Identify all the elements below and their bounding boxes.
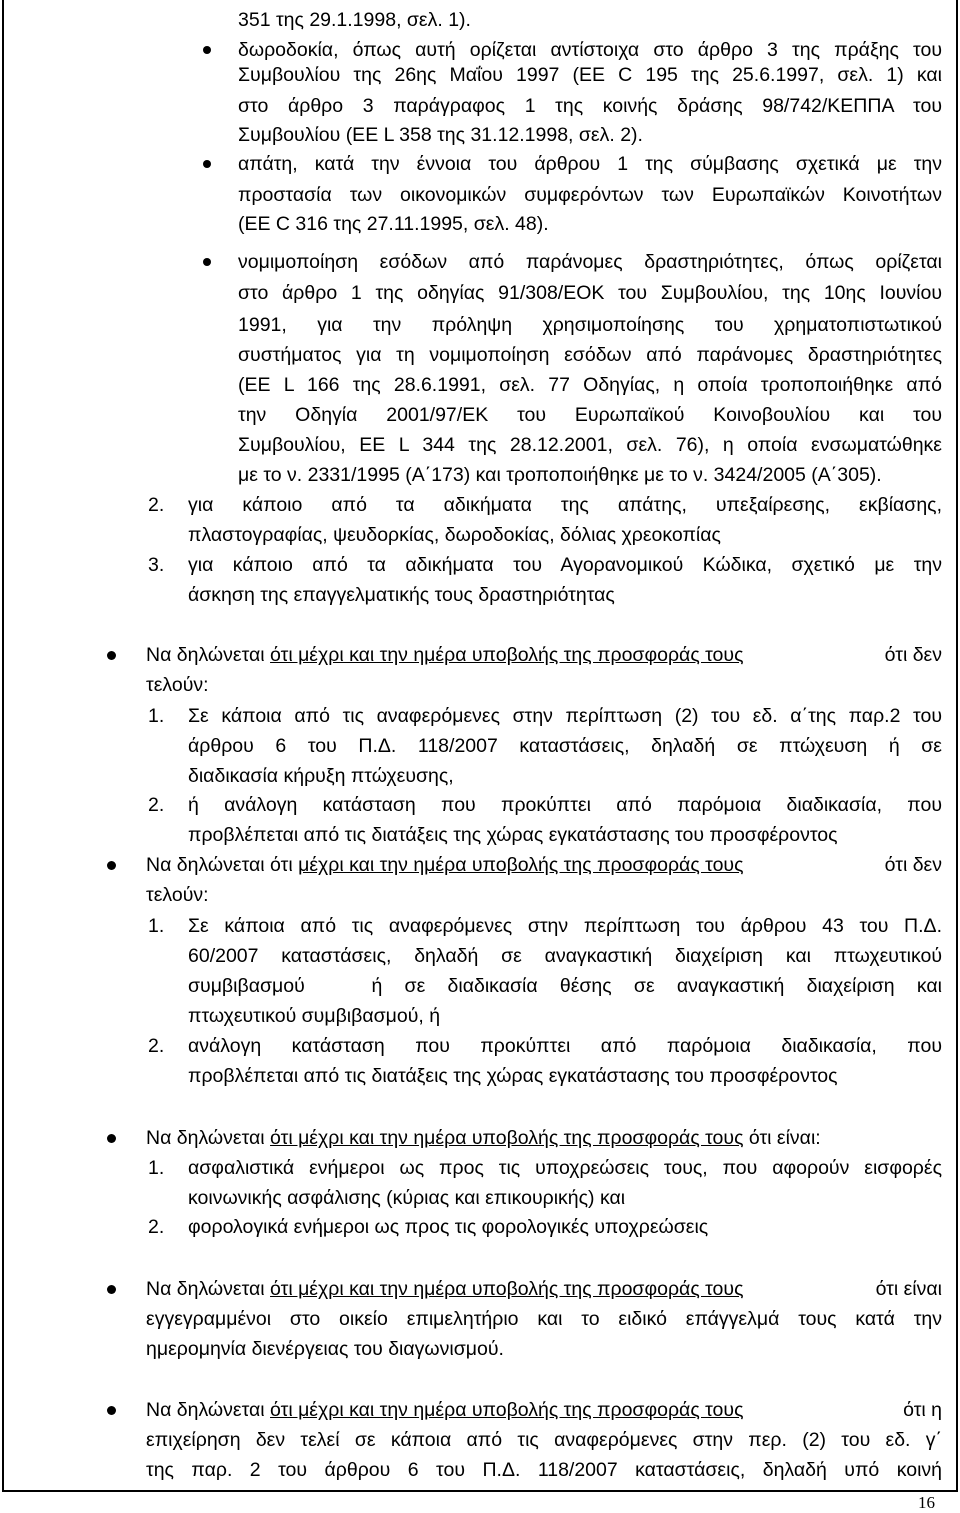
text-span: Να δηλώνεται — [146, 644, 271, 666]
text-span: ότι είναι — [870, 1278, 942, 1300]
text-span: Να δηλώνεται — [146, 1127, 271, 1149]
bullet-icon — [203, 160, 211, 168]
bullet-icon — [203, 46, 211, 54]
list-number: 2. — [148, 1035, 165, 1057]
list-number: 1. — [148, 1157, 165, 1179]
text-line: εγγεγραμμένοι στο οικείο επιμελητήριο και το ειδικό επάγγελμά τους κατά την — [146, 1308, 942, 1330]
paragraph-heading — [146, 1398, 942, 1422]
text-line: για κάποιο από τα αδικήματα του Αγορανομικού Κώδικα, σχετικό με την — [188, 554, 942, 576]
text-line: την Οδηγία 2001/97/ΕΚ του Ευρωπαϊκού Κοινοβουλίου και του — [238, 404, 942, 426]
text-line: προβλέπεται από τις διατάξεις της χώρας εγκατάστασης του προσφέροντος — [188, 824, 838, 846]
text-span: ότι δεν — [879, 854, 942, 876]
list-number: 1. — [148, 705, 165, 727]
text-line: ανάλογη κατάσταση που προκύπτει από παρόμοια διαδικασία, που — [188, 1035, 942, 1057]
text-span: Να δηλώνεται — [146, 1399, 271, 1421]
text-line: (ΕΕ L 166 της 28.6.1991, σελ. 77 Οδηγίας, η οποία τροποποιήθηκε από — [238, 374, 942, 396]
text-line: πτωχευτικού συμβιβασμού, ή — [188, 1005, 441, 1027]
text-line: για κάποιο από τα αδικήματα της απάτης, υπεξαίρεσης, εκβίασης, — [188, 494, 942, 516]
bullet-icon — [107, 1134, 116, 1143]
text-line: τελούν: — [146, 674, 209, 696]
text-line: της παρ. 2 του άρθρου 6 του Π.Δ. 118/2007 καταστάσεις, δηλαδή υπό κοινή — [146, 1459, 942, 1481]
text-line: Συμβουλίου, ΕΕ L 344 της 28.12.2001, σελ. 76), η οποία ενσωματώθηκε — [238, 434, 942, 456]
text-line: πλαστογραφίας, ψευδορκίας, δωροδοκίας, δόλιας χρεοκοπίας — [188, 524, 721, 546]
text-line: απάτη, κατά την έννοια του άρθρου 1 της σύμβασης σχετικά με την — [238, 153, 942, 175]
underlined-text: ότι μέχρι και την ημέρα υποβολής της προσφοράς τους — [270, 1127, 744, 1149]
bullet-icon — [203, 258, 211, 266]
text-line: φορολογικά ενήμεροι ως προς τις φορολογικές υποχρεώσεις — [188, 1216, 709, 1238]
text-span: ότι δεν — [879, 644, 942, 666]
list-number: 2. — [148, 1216, 165, 1238]
text-line: 1991, για την πρόληψη χρησιμοποίησης του χρηματοπιστωτικού — [238, 314, 942, 336]
text-line: προβλέπεται από τις διατάξεις της χώρας εγκατάστασης του προσφέροντος — [188, 1065, 838, 1087]
text-line: ασφαλιστικά ενήμεροι ως προς τις υποχρεώσεις τους, που αφορούν εισφορές — [188, 1157, 942, 1179]
text-line: συμβιβασμού ή σε διαδικασία θέσης σε αναγκαστική διαχείριση και — [188, 975, 942, 997]
list-number: 2. — [148, 794, 165, 816]
page-number: 16 — [918, 1493, 935, 1512]
bullet-icon — [107, 1406, 116, 1415]
bullet-icon — [107, 651, 116, 660]
text-line: άρθρου 6 του Π.Δ. 118/2007 καταστάσεις, δηλαδή σε πτώχευση ή σε — [188, 735, 942, 757]
bullet-icon — [107, 861, 116, 870]
underlined-text: ότι μέχρι και την ημέρα υποβολής της προσφοράς τους — [270, 1399, 744, 1421]
text-line: με το ν. 2331/1995 (Α΄173) και τροποποιήθηκε με το ν. 3424/2005 (Α΄305). — [238, 464, 882, 486]
text-line: διαδικασία κήρυξη πτώχευσης, — [188, 765, 454, 787]
list-number: 2. — [148, 494, 165, 516]
text-line: κοινωνικής ασφάλισης (κύριας και επικουρικής) και — [188, 1187, 626, 1209]
text-line: Σε κάποια από τις αναφερόμενες στην περίπτωση (2) του εδ. α΄της παρ.2 του — [188, 705, 942, 727]
text-span: ότι η — [897, 1399, 942, 1421]
text-span: ότι είναι: — [743, 1127, 821, 1149]
text-line: άσκηση της επαγγελματικής τους δραστηριότητας — [188, 584, 615, 606]
text-line: 351 της 29.1.1998, σελ. 1). — [238, 9, 471, 31]
paragraph-heading — [146, 1126, 821, 1150]
text-line: (ΕΕ C 316 της 27.11.1995, σελ. 48). — [238, 213, 549, 235]
text-line: επιχείρηση δεν τελεί σε κάποια από τις αναφερόμενες στην περ. (2) του εδ. γ΄ — [146, 1429, 942, 1451]
paragraph-heading — [146, 1277, 942, 1301]
text-line: Σε κάποια από τις αναφερόμενες στην περίπτωση του άρθρου 43 του Π.Δ. — [188, 915, 942, 937]
text-line: νομιμοποίηση εσόδων από παράνομες δραστηριότητες, όπως ορίζεται — [238, 251, 942, 273]
text-span: Να δηλώνεται — [146, 1278, 271, 1300]
list-number: 3. — [148, 554, 165, 576]
text-span: Να δηλώνεται ότι — [146, 854, 299, 876]
text-line: συστήματος για τη νομιμοποίηση εσόδων από παράνομες δραστηριότητες — [238, 344, 942, 366]
text-line: 60/2007 καταστάσεις, δηλαδή σε αναγκαστική διαχείριση και πτωχευτικού — [188, 945, 942, 967]
bullet-icon — [107, 1285, 116, 1294]
text-line: στο άρθρο 1 της οδηγίας 91/308/ΕΟΚ του Συμβουλίου, της 10ης Ιουνίου — [238, 282, 942, 304]
text-line: προστασία των οικονομικών συμφερόντων των Ευρωπαϊκών Κοινοτήτων — [238, 184, 942, 206]
text-line: ημερομηνία διενέργειας του διαγωνισμού. — [146, 1338, 504, 1360]
underlined-text: ότι μέχρι και την ημέρα υποβολής της προσφοράς τους — [270, 1278, 744, 1300]
text-line: τελούν: — [146, 884, 209, 906]
text-line: ή ανάλογη κατάσταση που προκύπτει από παρόμοια διαδικασία, που — [188, 794, 942, 816]
text-line: στο άρθρο 3 παράγραφος 1 της κοινής δράσης 98/742/ΚΕΠΠΑ του — [238, 95, 942, 117]
paragraph-heading — [146, 643, 942, 667]
list-number: 1. — [148, 915, 165, 937]
underlined-text: ότι μέχρι και την ημέρα υποβολής της προσφοράς τους — [270, 644, 744, 666]
text-line: δωροδοκία, όπως αυτή ορίζεται αντίστοιχα στο άρθρο 3 της πράξης του — [238, 39, 942, 61]
text-line: Συμβουλίου (ΕΕ L 358 της 31.12.1998, σελ. 2). — [238, 124, 643, 146]
underlined-text: μέχρι και την ημέρα υποβολής της προσφοράς τους — [298, 854, 744, 876]
paragraph-heading — [146, 853, 942, 877]
text-line: Συμβουλίου της 26ης Μαΐου 1997 (ΕΕ C 195 της 25.6.1997, σελ. 1) και — [238, 64, 942, 86]
